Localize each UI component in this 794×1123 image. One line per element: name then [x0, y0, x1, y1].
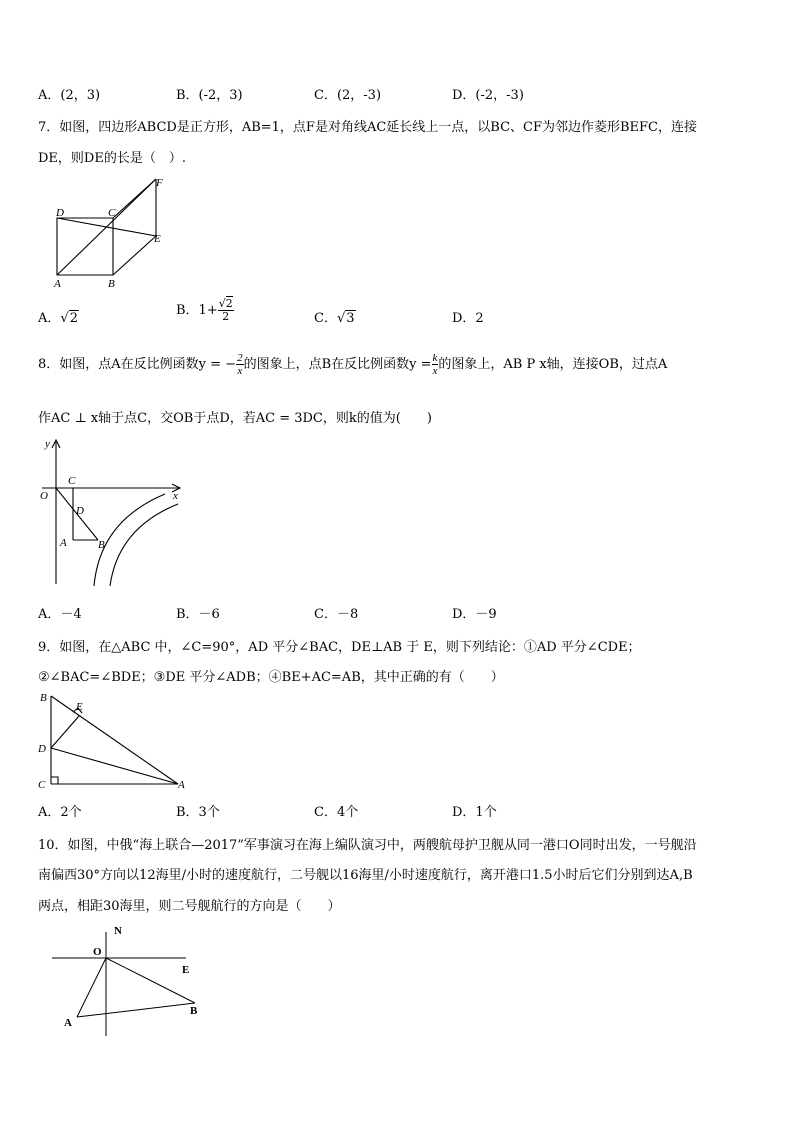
q7-label-c: C — [108, 207, 116, 219]
q8-stem-line1 — [38, 352, 667, 377]
q9-option-a[interactable]: A．2个 — [38, 805, 82, 820]
q9-stem-line1: 9．如图，在△ABC 中，∠C=90°，AD 平分∠BAC，DE⊥AB 于 E，则下列结论：①AD 平分∠CDE； — [38, 640, 641, 655]
sqrt-icon: √ — [218, 297, 226, 310]
q7-label-f: F — [156, 177, 163, 189]
q9-option-b[interactable]: B．3个 — [176, 805, 220, 820]
q10-label-o: O — [93, 946, 102, 958]
q8-label-a: A — [60, 537, 67, 549]
q7-option-b-denominator: 2 — [222, 310, 230, 323]
q7-option-c-prefix: C． — [314, 311, 337, 326]
q9-option-d[interactable]: D．1个 — [452, 805, 497, 820]
q10-label-e: E — [182, 964, 190, 976]
q8-stem-part1: 8．如图，点A在反比例函数y = − — [38, 357, 237, 372]
q8-option-a[interactable]: A．－4 — [38, 607, 82, 622]
q8-label-x: x — [173, 490, 178, 502]
q7-stem-line1: 7．如图，四边形ABCD是正方形，AB=1，点F是对角线AC延长线上一点，以BC、CF为邻边作菱形BEFC，连接 — [38, 120, 698, 135]
q7-option-c-radicand: 3 — [346, 311, 355, 326]
q6-option-a[interactable]: A．(2，3) — [38, 88, 101, 103]
q8-option-b[interactable]: B．－6 — [176, 607, 220, 622]
q9-figure — [36, 688, 196, 794]
q7-label-e: E — [154, 233, 161, 245]
q8-frac2-num: k — [432, 352, 438, 364]
q7-label-a: A — [54, 278, 61, 290]
q8-frac1-den: x — [237, 365, 243, 377]
q6-option-d[interactable]: D．(-2，-3) — [452, 88, 524, 103]
q7-option-d[interactable]: D．2 — [452, 311, 484, 326]
q7-option-a-radicand: 2 — [69, 311, 78, 326]
q9-label-c: C — [38, 779, 46, 791]
q8-stem-part3: 的图象上，AB P x轴，连接OB，过点A — [438, 357, 668, 372]
q8-label-d: D — [76, 505, 84, 517]
q7-stem-line2: DE，则DE的长是（ ）. — [38, 151, 186, 166]
q7-option-a[interactable] — [38, 307, 79, 326]
q8-label-o: O — [40, 490, 48, 502]
q8-label-c: C — [68, 475, 76, 487]
q8-frac1-num: 2 — [237, 352, 243, 364]
q8-figure — [38, 436, 188, 586]
q10-label-a: A — [64, 1017, 72, 1029]
q9-label-a: A — [178, 779, 185, 791]
q10-stem-line1: 10．如图，中俄“海上联合—2017”军事演习在海上编队演习中，两艘航母护卫舰从同一港口O同时出发，一号舰沿 — [38, 838, 697, 853]
q8-label-y: y — [45, 438, 50, 450]
q9-stem-line2: ②∠BAC=∠BDE；③DE 平分∠ADB；④BE+AC=AB，其中正确的有（ ） — [38, 670, 504, 685]
q8-stem-part2: 的图象上，点B在反比例函数y = — [243, 357, 432, 372]
q6-option-c[interactable]: C．(2，-3) — [314, 88, 382, 103]
q9-label-e: E — [76, 701, 83, 713]
q7-option-b[interactable] — [176, 298, 234, 323]
q7-option-b-numerator: 2 — [225, 297, 233, 310]
sqrt-icon: √ — [60, 311, 69, 326]
q8-option-d[interactable]: D．－9 — [452, 607, 497, 622]
q8-label-b: B — [98, 539, 105, 551]
q9-label-d: D — [38, 743, 46, 755]
q8-frac2-den: x — [432, 365, 438, 377]
q6-option-b[interactable]: B．(-2，3) — [176, 88, 243, 103]
q7-option-c[interactable] — [314, 307, 356, 326]
q9-label-b: B — [40, 692, 47, 704]
q7-label-d: D — [56, 207, 64, 219]
q8-stem-line2: 作AC ⊥ x轴于点C，交OB于点D，若AC = 3DC，则k的值为( ) — [38, 411, 432, 426]
q10-stem-line2: 南偏西30°方向以12海里/小时的速度航行，二号舰以16海里/小时速度航行，离开港口1.5小时后它们分别到达A,B — [38, 868, 693, 883]
q9-option-c[interactable]: C．4个 — [314, 805, 359, 820]
q7-label-b: B — [108, 278, 115, 290]
sqrt-icon: √ — [336, 311, 346, 326]
q10-figure — [50, 922, 210, 1040]
q8-option-c[interactable]: C．－8 — [314, 607, 359, 622]
q7-figure — [40, 172, 180, 292]
q10-label-n: N — [114, 925, 122, 937]
q7-option-a-prefix: A． — [38, 311, 61, 326]
q10-label-b: B — [190, 1005, 198, 1017]
q7-option-b-prefix: B．1+ — [176, 303, 218, 318]
q10-stem-line3: 两点，相距30海里，则二号舰航行的方向是（ ） — [38, 899, 341, 914]
